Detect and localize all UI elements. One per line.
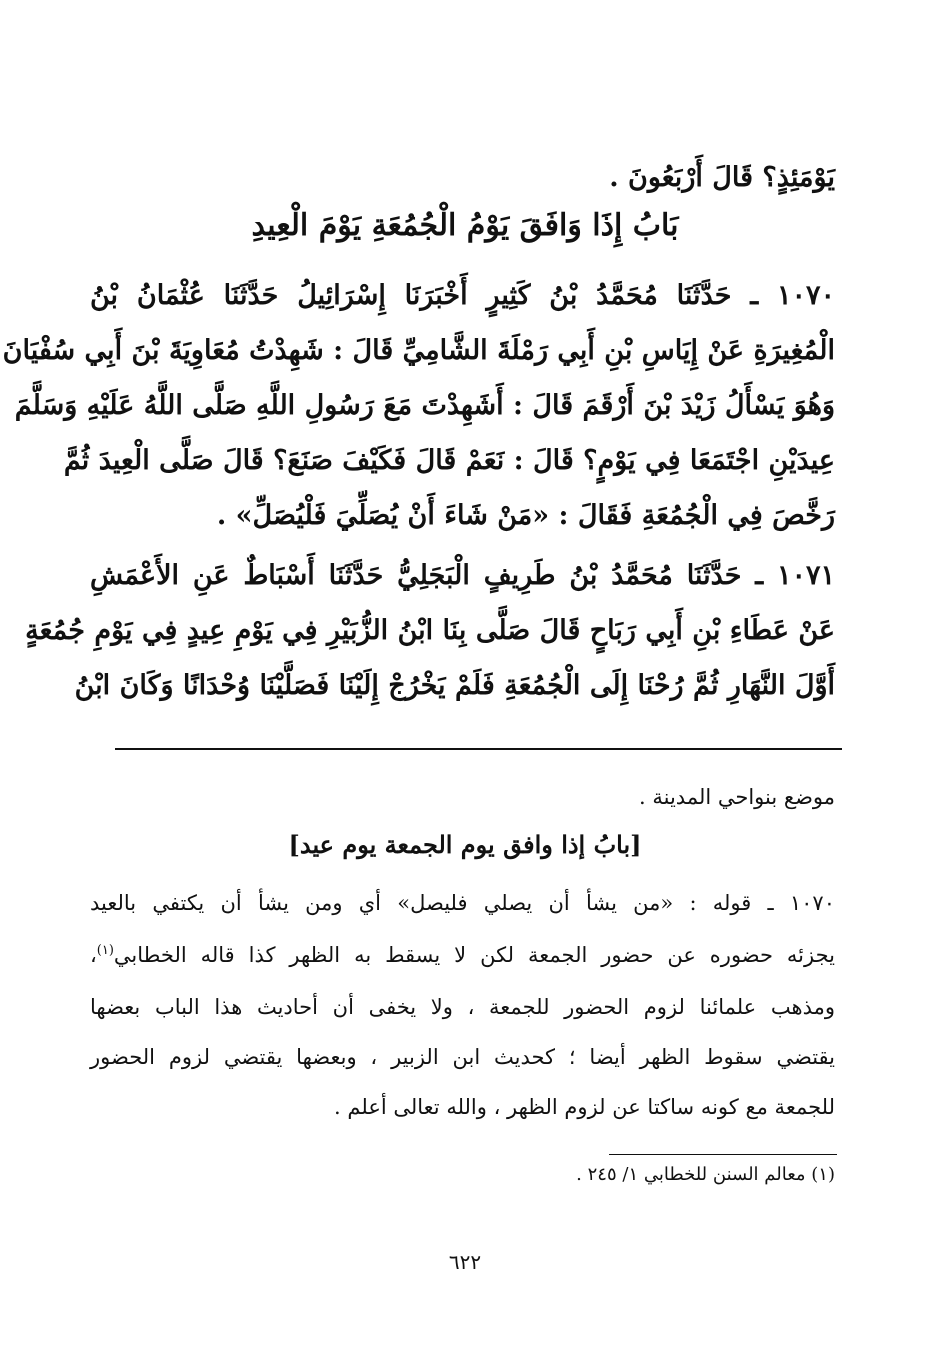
commentary-line-1: ١٠٧٠ ـ قوله : «من يشأ أن يصلي فليصل» أي ومن يشأ أن يكتفي بالعيد [90, 891, 835, 915]
footnote-marker-tail: ، [90, 943, 97, 967]
footnote-marker[interactable]: (١) [96, 943, 114, 958]
footnote-text: (١) معالم السنن للخطابي ١/ ٢٤٥ . [576, 1164, 835, 1185]
hadith-1071-line-1: ١٠٧١ ـ حَدَّثَنَا مُحَمَّدُ بْنُ طَرِيفٍ الْبَجَلِيُّ حَدَّثَنَا أَسْبَاطٌ عَنِ الأَعْمَشِ [90, 560, 835, 591]
commentary-line-4: يقتضي سقوط الظهر أيضا ؛ كحديث ابن الزبير ، وبعضها يقتضي لزوم الحضور [90, 1045, 835, 1069]
commentary-line-2-text: يجزئه حضوره عن حضور الجمعة لكن لا يسقط به الظهر كذا قاله الخطابي [113, 943, 835, 967]
chapter-heading: بَابُ إِذَا وَافَقَ يَوْمُ الْجُمُعَةِ يَوْمَ الْعِيدِ [251, 208, 679, 243]
hadith-1071-line-2: عَنْ عَطَاءِ بْنِ أَبِي رَبَاحٍ قَالَ صَلَّى بِنَا ابْنُ الزُّبَيْرِ فِي يَوْمِ عِيدٍ فِي يَوْمِ جُمُعَةٍ [25, 615, 835, 646]
hadith-1070-line-3: وَهُوَ يَسْأَلُ زَيْدَ بْنَ أَرْقَمَ قَالَ : أَشَهِدْتَ مَعَ رَسُولِ اللَّهِ صَلَّى اللَّهُ عَلَيْهِ وَسَلَّمَ [14, 390, 835, 421]
commentary-carry-line: موضع بنواحي المدينة . [639, 785, 835, 809]
commentary-line-2 [90, 942, 835, 969]
hadith-1070-line-1: ١٠٧٠ ـ حَدَّثَنَا مُحَمَّدُ بْنُ كَثِيرٍ أَخْبَرَنَا إِسْرَائِيلُ حَدَّثَنَا عُثْمَانُ بْنُ [90, 280, 835, 311]
hadith-1071-line-3: أَوَّلَ النَّهَارِ ثُمَّ رُحْنَا إِلَى الْجُمُعَةِ فَلَمْ يَخْرُجْ إِلَيْنَا فَصَلَّيْنَا وُحْدَانًا وَكَانَ ابْنُ [74, 670, 835, 701]
hadith-1070-line-4: عِيدَيْنِ اجْتَمَعَا فِي يَوْمٍ؟ قَالَ : نَعَمْ قَالَ فَكَيْفَ صَنَعَ؟ قَالَ صَلَّى الْعِيدَ ثُمَّ [63, 445, 835, 476]
hadith-1070-line-2: الْمُغِيرَةِ عَنْ إِيَاسِ بْنِ أَبِي رَمْلَةَ الشَّامِيِّ قَالَ : شَهِدْتُ مُعَاوِيَةَ بْنَ أَبِي سُفْيَانَ [2, 335, 835, 366]
hadith-1070-line-5: رَخَّصَ فِي الْجُمُعَةِ فَقَالَ : «مَنْ شَاءَ أَنْ يُصَلِّيَ فَلْيُصَلِّ» . [216, 500, 835, 531]
footnote-divider [609, 1154, 837, 1155]
main-carry-line: يَوْمَئِذٍ؟ قَالَ أَرْبَعُونَ . [609, 162, 835, 193]
commentary-heading: [بابُ إذا وافق يوم الجمعة يوم عيد] [288, 830, 642, 859]
commentary-line-5: للجمعة مع كونه ساكتا عن لزوم الظهر ، والله تعالى أعلم . [334, 1095, 835, 1119]
section-divider [115, 748, 842, 750]
commentary-line-3: ومذهب علمائنا لزوم الحضور للجمعة ، ولا يخفى أن أحاديث هذا الباب بعضها [90, 995, 835, 1019]
page-number: ٦٢٢ [448, 1250, 482, 1274]
